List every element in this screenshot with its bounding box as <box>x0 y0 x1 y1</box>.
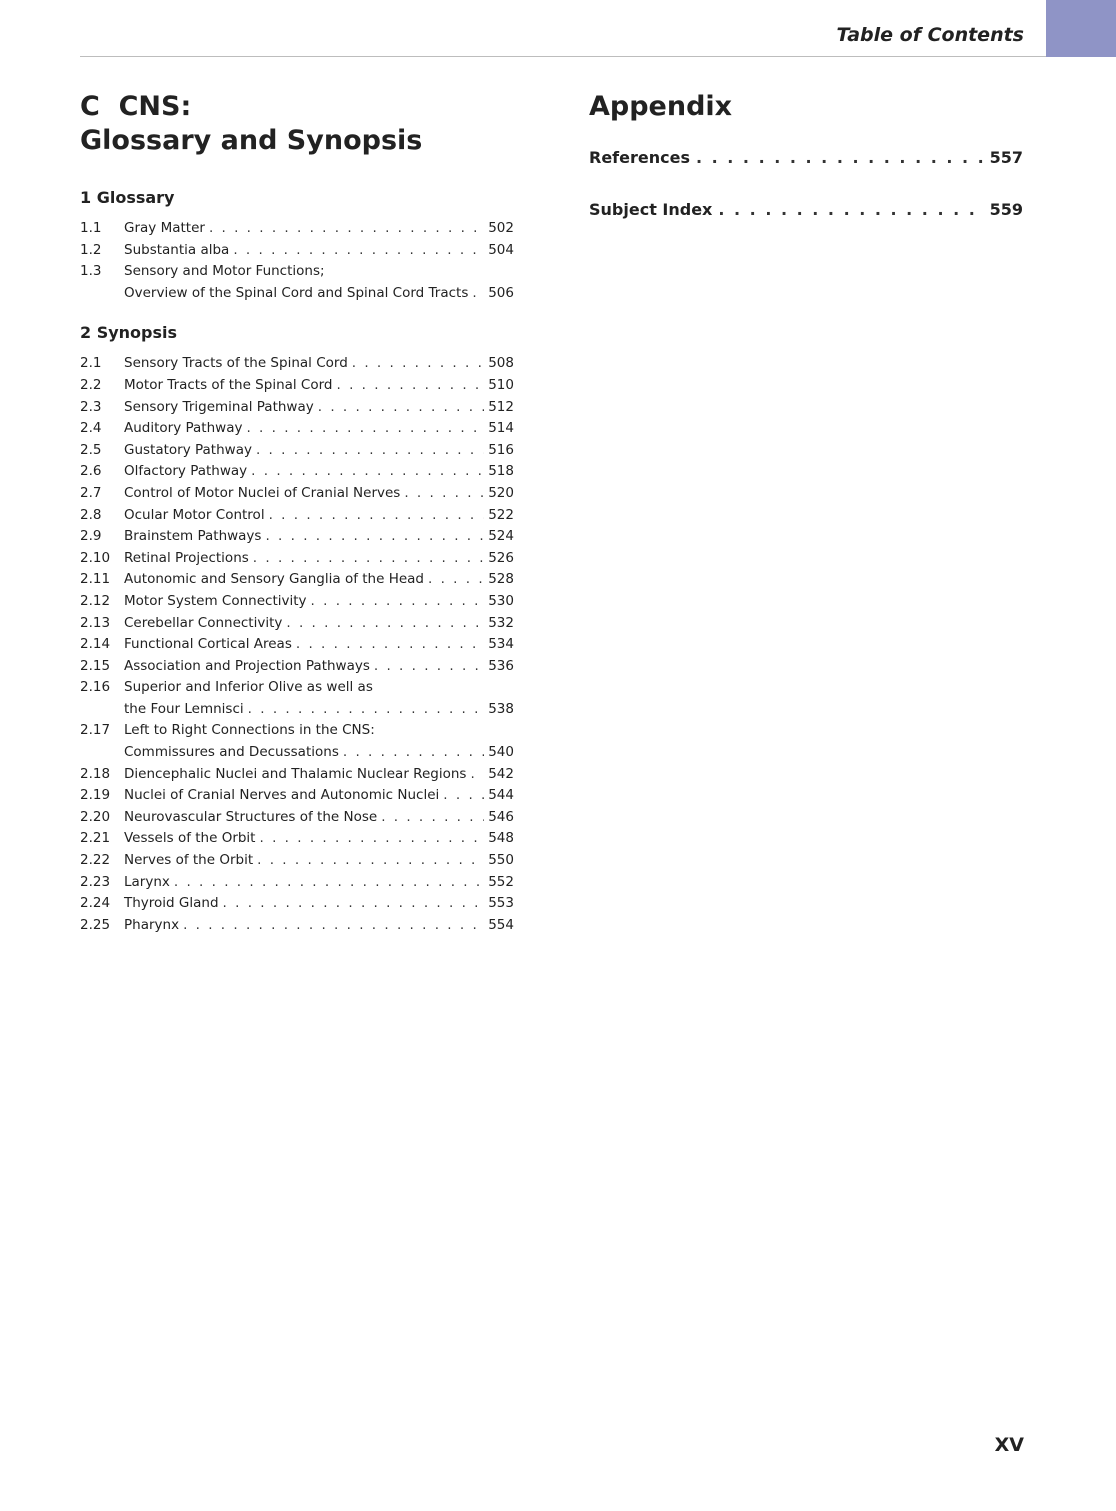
dot-leader <box>253 548 484 570</box>
toc-entry[interactable] <box>80 483 514 505</box>
dot-leader <box>246 418 484 440</box>
entry-number: 1.1 <box>80 220 102 236</box>
entry-number: 1.3 <box>80 263 102 280</box>
dot-leader <box>374 656 484 678</box>
dot-leader <box>269 505 485 527</box>
toc-entry[interactable] <box>80 720 514 763</box>
entry-page: 502 <box>488 220 514 236</box>
toc-entry-line <box>80 240 514 262</box>
toc-entry-line <box>80 218 514 240</box>
dot-leader <box>337 375 485 397</box>
toc-entry-line <box>80 893 514 915</box>
entry-page: 538 <box>488 700 514 717</box>
toc-entry-line <box>80 548 514 570</box>
entry-title: Ocular Motor Control <box>124 506 265 523</box>
entry-title-line: Superior and Inferior Olive as well as <box>124 679 373 696</box>
toc-entry-line <box>80 742 514 764</box>
dot-leader <box>233 240 484 262</box>
entry-page: 557 <box>989 148 1023 167</box>
toc-entry-line <box>80 677 514 699</box>
toc-entry-line <box>80 807 514 829</box>
toc-entry-line <box>80 375 514 397</box>
dot-leader <box>183 915 484 937</box>
entry-title: Autonomic and Sensory Ganglia of the Head <box>124 571 424 588</box>
entry-title: Association and Projection Pathways <box>124 657 370 674</box>
entry-page: 548 <box>488 830 514 847</box>
dot-leader <box>404 483 484 505</box>
dot-leader <box>257 850 484 872</box>
toc-entry[interactable] <box>80 872 514 894</box>
dot-leader <box>296 634 484 656</box>
entry-number: 2.5 <box>80 441 102 458</box>
toc-entry[interactable] <box>80 569 514 591</box>
glossary-section <box>80 188 514 304</box>
toc-entry[interactable] <box>80 440 514 462</box>
entry-title: Retinal Projections <box>124 549 249 566</box>
entry-number: 2.4 <box>80 420 102 437</box>
entry-number: 2.2 <box>80 376 102 393</box>
part-c-column <box>80 90 514 936</box>
entry-page: 508 <box>488 355 514 372</box>
toc-entry[interactable] <box>80 261 514 304</box>
section-title: 1 Glossary <box>80 188 175 207</box>
dot-leader <box>256 440 484 462</box>
toc-entry[interactable] <box>80 915 514 937</box>
toc-entry[interactable] <box>80 785 514 807</box>
entry-number: 2.3 <box>80 398 102 415</box>
entry-page: 554 <box>488 916 514 933</box>
entry-title: Vessels of the Orbit <box>124 830 256 847</box>
dot-leader <box>209 218 484 240</box>
entry-page: 553 <box>488 895 514 912</box>
dot-leader <box>311 591 485 613</box>
entry-number: 2.20 <box>80 808 111 825</box>
dot-leader <box>443 785 484 807</box>
dot-leader <box>472 283 484 305</box>
entry-title: Olfactory Pathway <box>124 463 248 480</box>
entry-number: 2.1 <box>80 355 102 372</box>
toc-entry-line <box>80 785 514 807</box>
entry-page: 526 <box>488 549 514 566</box>
entry-title: Sensory Tracts of the Spinal Cord <box>124 355 348 372</box>
toc-entry[interactable] <box>80 548 514 570</box>
entry-number: 2.11 <box>80 571 111 588</box>
entry-title: Functional Cortical Areas <box>124 636 292 653</box>
toc-entry[interactable] <box>80 613 514 635</box>
part-title <box>80 90 514 158</box>
toc-entry[interactable] <box>80 807 514 829</box>
entry-title: Subject Index <box>589 200 713 219</box>
entry-page: 520 <box>488 484 514 501</box>
entry-title: Control of Motor Nuclei of Cranial Nerves <box>124 484 401 501</box>
appendix-entries <box>589 147 1023 221</box>
toc-entry-line <box>80 440 514 462</box>
entry-number: 2.14 <box>80 636 111 653</box>
entry-title: Cerebellar Connectivity <box>124 614 283 631</box>
dot-leader <box>265 526 484 548</box>
appendix-title: Appendix <box>589 91 733 122</box>
entry-page: 524 <box>488 528 514 545</box>
entry-title: Auditory Pathway <box>124 420 243 437</box>
toc-entry[interactable] <box>80 850 514 872</box>
entry-page: 514 <box>488 420 514 437</box>
toc-entry-line <box>80 526 514 548</box>
entry-page: 518 <box>488 463 514 480</box>
entry-page: 542 <box>488 765 514 782</box>
dot-leader <box>174 872 484 894</box>
toc-entry-line <box>80 591 514 613</box>
toc-entry-line <box>80 764 514 786</box>
entry-page: 516 <box>488 441 514 458</box>
appendix-entry-subject-index[interactable] <box>589 199 1023 221</box>
entry-number: 2.13 <box>80 614 111 631</box>
toc-entry-line <box>80 261 514 283</box>
dot-leader <box>428 569 484 591</box>
toc-entry[interactable] <box>80 764 514 786</box>
toc-entry-line <box>80 915 514 937</box>
part-title-line-1: C CNS: <box>80 91 192 122</box>
entry-number: 2.15 <box>80 657 111 674</box>
toc-entry[interactable] <box>80 505 514 527</box>
toc-entry[interactable] <box>80 656 514 678</box>
synopsis-section <box>80 323 514 936</box>
entry-page: 550 <box>488 852 514 869</box>
toc-entry-line <box>80 720 514 742</box>
toc-entry[interactable] <box>80 375 514 397</box>
dot-leader <box>286 613 484 635</box>
entry-number: 2.8 <box>80 506 102 523</box>
appendix-entry-references[interactable] <box>589 147 1023 169</box>
entry-number: 2.10 <box>80 549 111 566</box>
toc-entry-line <box>80 483 514 505</box>
entry-number: 2.7 <box>80 484 102 501</box>
entry-title: Sensory Trigeminal Pathway <box>124 398 314 415</box>
toc-entry-line <box>80 461 514 483</box>
toc-entry[interactable] <box>80 240 514 262</box>
entry-title: Neurovascular Structures of the Nose <box>124 808 378 825</box>
toc-entry-line <box>80 418 514 440</box>
entry-title: Motor Tracts of the Spinal Cord <box>124 376 333 393</box>
toc-entry-line <box>80 569 514 591</box>
toc-entry-line <box>80 634 514 656</box>
entry-title: Motor System Connectivity <box>124 592 307 609</box>
entry-title: Gray Matter <box>124 220 205 236</box>
header-color-tab <box>1046 0 1116 57</box>
entry-page: 532 <box>488 614 514 631</box>
entry-title: Commissures and Decussations <box>124 744 339 761</box>
entry-number: 2.19 <box>80 787 111 804</box>
toc-entry[interactable] <box>80 526 514 548</box>
toc-entry[interactable] <box>80 677 514 720</box>
toc-entry[interactable] <box>80 397 514 419</box>
toc-entry[interactable] <box>80 218 514 240</box>
toc-entry-line <box>80 699 514 721</box>
part-title-line-2: Glossary and Synopsis <box>80 125 423 156</box>
entry-page: 534 <box>488 636 514 653</box>
toc-entry[interactable] <box>80 353 514 375</box>
toc-entry-line <box>80 353 514 375</box>
entry-page: 536 <box>488 657 514 674</box>
entry-title: Substantia alba <box>124 241 230 258</box>
dot-leader <box>259 828 484 850</box>
toc-entry-line <box>80 505 514 527</box>
dot-leader <box>251 461 484 483</box>
entry-number: 2.12 <box>80 592 111 609</box>
entry-number: 2.24 <box>80 895 111 912</box>
dot-leader <box>352 353 484 375</box>
entry-title: References <box>589 148 690 167</box>
dot-leader <box>318 397 484 419</box>
dot-leader <box>248 699 485 721</box>
entry-title: Overview of the Spinal Cord and Spinal Cord Tracts <box>124 284 469 301</box>
entry-title: Brainstem Pathways <box>124 528 262 545</box>
toc-entry-line <box>80 828 514 850</box>
entry-number: 2.6 <box>80 463 102 480</box>
entry-page: 546 <box>488 808 514 825</box>
entry-number: 2.18 <box>80 765 111 782</box>
toc-entry[interactable] <box>80 893 514 915</box>
entry-title: Diencephalic Nuclei and Thalamic Nuclear Regions <box>124 765 467 782</box>
toc-entry-line <box>80 872 514 894</box>
appendix-column <box>589 90 1023 251</box>
entry-page: 544 <box>488 787 514 804</box>
toc-entry[interactable] <box>80 634 514 656</box>
entry-number: 2.22 <box>80 852 111 869</box>
entry-number: 2.17 <box>80 722 111 739</box>
entry-page: 506 <box>488 284 514 301</box>
dot-leader <box>696 147 984 169</box>
toc-entry-line <box>80 613 514 635</box>
entry-number: 2.25 <box>80 916 111 933</box>
entry-number: 2.9 <box>80 528 102 545</box>
running-header-title: Table of Contents <box>836 24 1024 46</box>
entry-title: Pharynx <box>124 916 180 933</box>
entry-title: Nerves of the Orbit <box>124 852 254 869</box>
entry-title: the Four Lemnisci <box>124 700 244 717</box>
toc-entry[interactable] <box>80 591 514 613</box>
header-rule <box>80 56 1046 57</box>
toc-entry-line <box>80 283 514 305</box>
dot-leader <box>381 807 484 829</box>
dot-leader <box>718 199 983 221</box>
dot-leader <box>470 764 484 786</box>
toc-entry[interactable] <box>80 418 514 440</box>
entry-title: Nuclei of Cranial Nerves and Autonomic Nuclei <box>124 787 440 804</box>
entry-page: 559 <box>989 200 1023 219</box>
entry-title: Thyroid Gland <box>124 895 219 912</box>
glossary-entries <box>80 218 514 304</box>
entry-title: Gustatory Pathway <box>124 441 252 458</box>
dot-leader <box>223 893 485 915</box>
entry-page: 504 <box>488 241 514 258</box>
entry-title: Larynx <box>124 873 170 890</box>
entry-page: 522 <box>488 506 514 523</box>
toc-entry-line <box>80 850 514 872</box>
entry-title-line: Sensory and Motor Functions; <box>124 263 325 280</box>
page-number: XV <box>994 1434 1024 1456</box>
dot-leader <box>343 742 484 764</box>
entry-title-line: Left to Right Connections in the CNS: <box>124 722 375 739</box>
entry-number: 1.2 <box>80 241 102 258</box>
entry-page: 528 <box>488 571 514 588</box>
synopsis-entries <box>80 353 514 936</box>
toc-entry[interactable] <box>80 828 514 850</box>
entry-page: 530 <box>488 592 514 609</box>
toc-entry-line <box>80 656 514 678</box>
entry-page: 512 <box>488 398 514 415</box>
entry-number: 2.21 <box>80 830 111 847</box>
entry-page: 510 <box>488 376 514 393</box>
toc-entry[interactable] <box>80 461 514 483</box>
entry-number: 2.23 <box>80 873 111 890</box>
toc-entry-line <box>80 397 514 419</box>
section-title: 2 Synopsis <box>80 323 178 343</box>
entry-number: 2.16 <box>80 679 111 696</box>
entry-page: 540 <box>488 744 514 761</box>
entry-page: 552 <box>488 873 514 890</box>
